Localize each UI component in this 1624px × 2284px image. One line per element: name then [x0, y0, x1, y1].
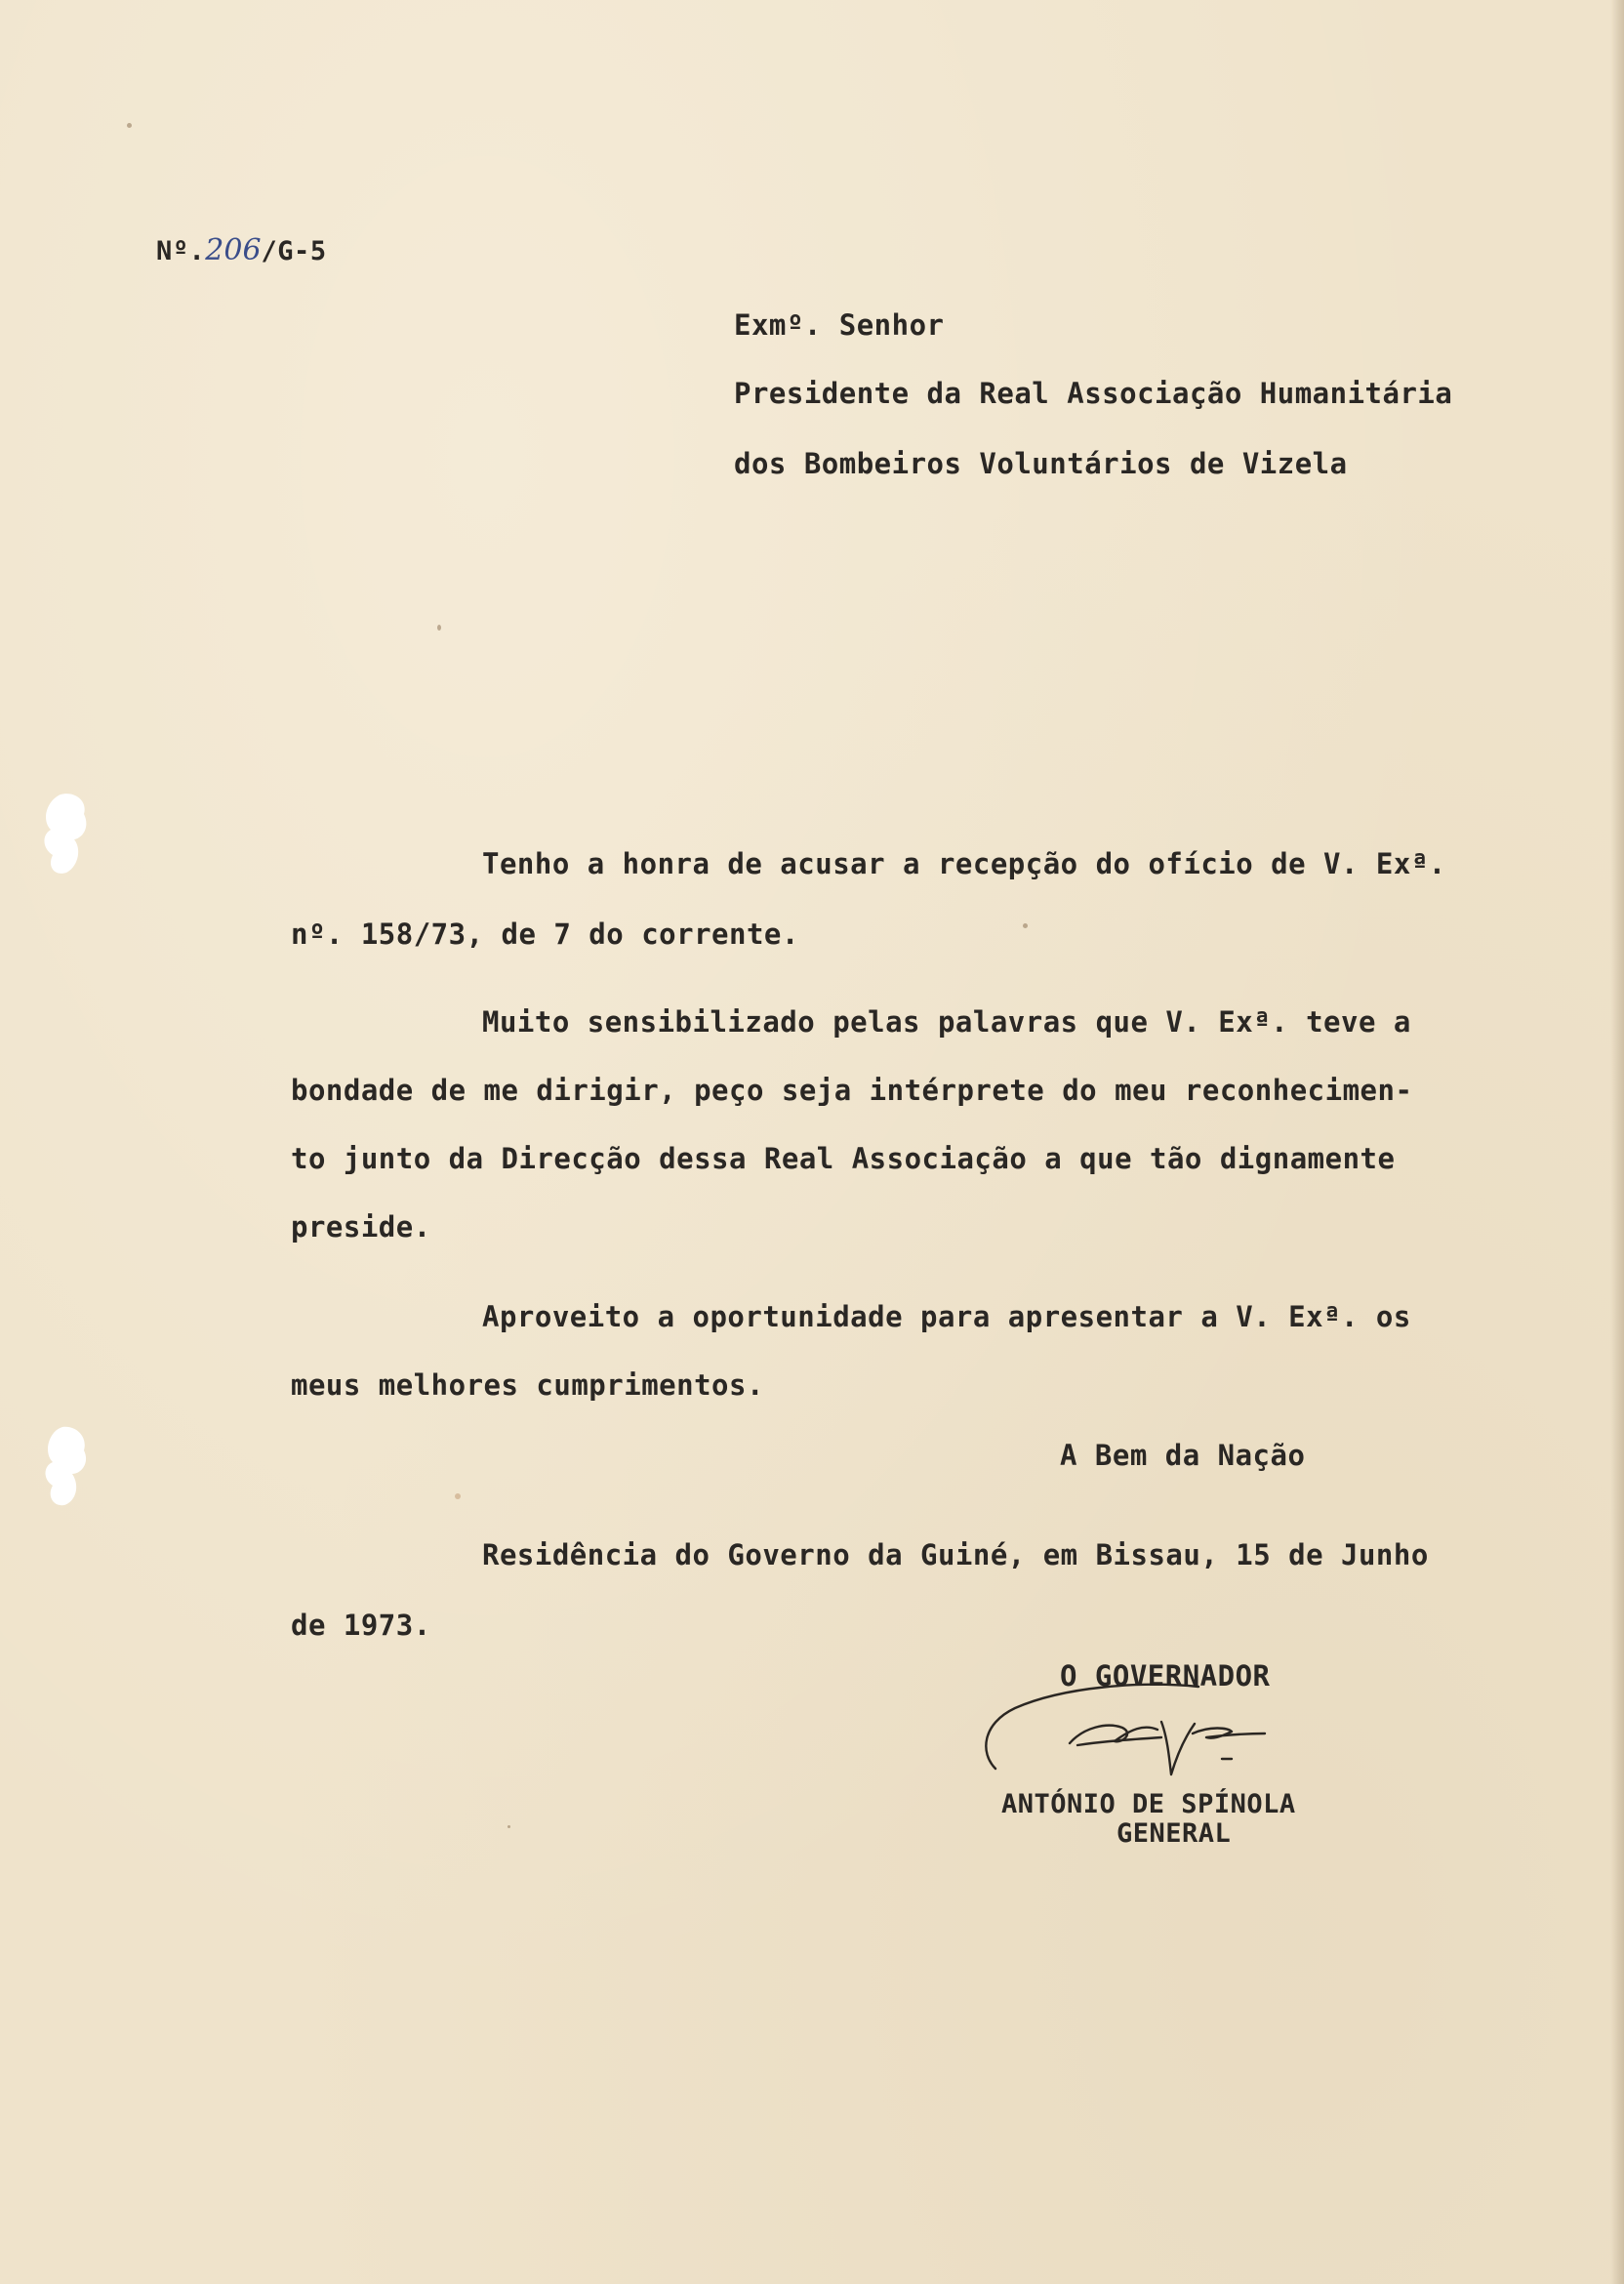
paper-speck: [127, 123, 132, 128]
reference-number: [156, 234, 327, 268]
closing-formula: A Bem da Nação: [1060, 1439, 1306, 1472]
paper-speck: [455, 1493, 461, 1499]
body-paragraph-2-line-3: to junto da Direcção dessa Real Associação a que tão dignamente: [291, 1142, 1396, 1175]
handwritten-reference-number: 206: [205, 233, 262, 267]
body-paragraph-2-line-1: Muito sensibilizado pelas palavras que V. Exª. teve a: [482, 1005, 1411, 1039]
page-edge-shadow: [1610, 0, 1624, 2284]
body-paragraph-2-line-4: preside.: [291, 1210, 431, 1244]
punch-hole: [39, 791, 90, 878]
paper-speck: [437, 625, 441, 631]
reference-prefix: Nº.: [156, 236, 206, 266]
paper-speck: [1023, 923, 1028, 928]
body-paragraph-3-line-2: meus melhores cumprimentos.: [291, 1368, 764, 1402]
place-date-line-1: Residência do Governo da Guiné, em Bissau, 15 de Junho: [482, 1538, 1429, 1571]
signatory-name: ANTÓNIO DE SPÍNOLA: [1001, 1789, 1296, 1819]
reference-suffix: /G-5: [261, 236, 327, 266]
punch-hole: [39, 1423, 90, 1511]
body-paragraph-2-line-2: bondade de me dirigir, peço seja intérprete do meu reconhecimen-: [291, 1074, 1413, 1107]
paper-speck: [508, 1825, 510, 1828]
body-paragraph-1-line-1: Tenho a honra de acusar a recepção do ofício de V. Exª.: [482, 847, 1446, 880]
signature-title: O GOVERNADOR: [1060, 1659, 1271, 1693]
addressee-title: Presidente da Real Associação Humanitária: [734, 377, 1453, 410]
place-date-line-2: de 1973.: [291, 1609, 431, 1642]
addressee-organization: dos Bombeiros Voluntários de Vizela: [734, 447, 1348, 480]
body-paragraph-3-line-1: Aproveito a oportunidade para apresentar a V. Exª. os: [482, 1300, 1411, 1333]
signatory-rank: GENERAL: [1116, 1818, 1232, 1849]
handwritten-signature: [976, 1659, 1308, 1786]
addressee-salutation: Exmº. Senhor: [734, 308, 945, 342]
body-paragraph-1-line-2: nº. 158/73, de 7 do corrente.: [291, 918, 799, 951]
